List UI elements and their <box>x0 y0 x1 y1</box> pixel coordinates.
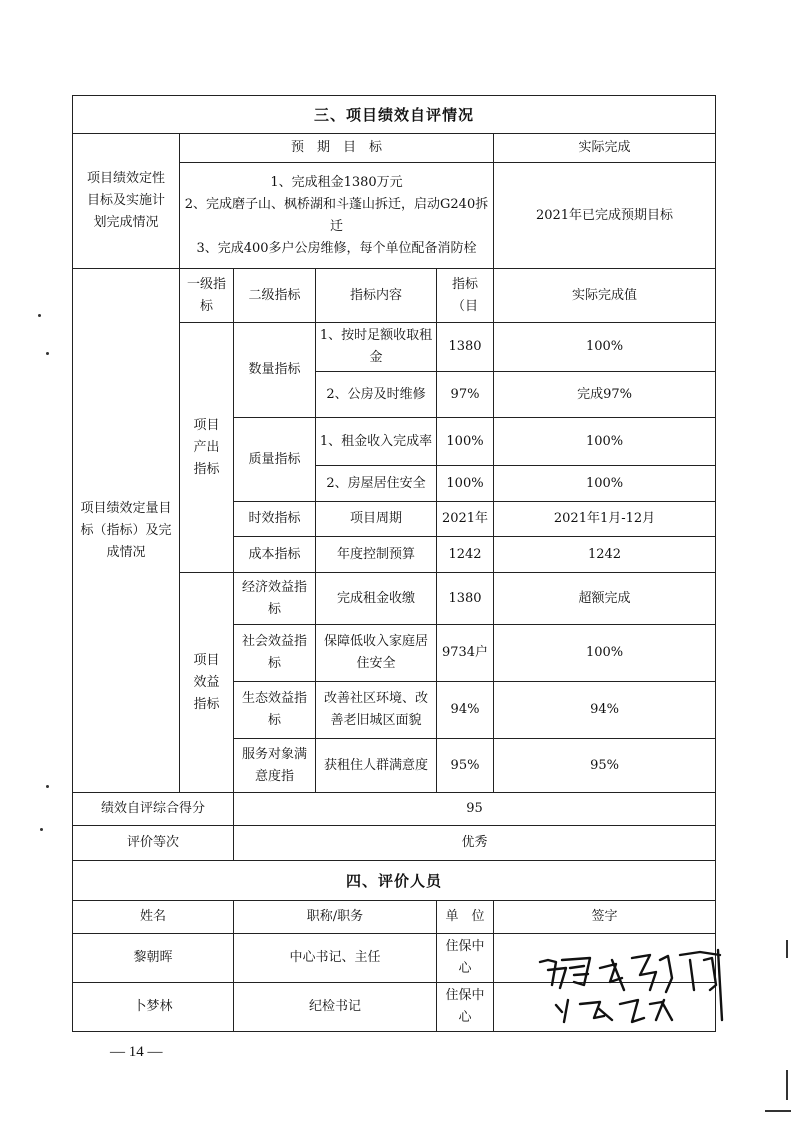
person-unit: 住保中心 <box>437 983 494 1032</box>
scan-dot <box>46 785 49 788</box>
table-row-content: 2、公房及时维修 <box>316 372 437 418</box>
table-row-target: 100% <box>437 466 494 502</box>
header-unit: 单 位 <box>437 901 494 934</box>
expected-goals <box>180 163 494 269</box>
header-target: 指标（目 <box>437 269 494 323</box>
goal-3: 3、完成400多户公房维修，每个单位配备消防栓 <box>196 240 477 256</box>
grade-value: 优秀 <box>234 826 716 861</box>
table-row-target: 9734户 <box>437 625 494 682</box>
person-title: 中心书记、主任 <box>234 934 437 983</box>
table-row-content: 获租住人群满意度 <box>316 739 437 793</box>
page-number: — 14 — <box>110 1044 163 1060</box>
benefit-group-label: 项目效益指标 <box>180 573 234 793</box>
table-row-target: 97% <box>437 372 494 418</box>
header-actual: 实际完成值 <box>494 269 716 323</box>
table-row-target: 1242 <box>437 537 494 573</box>
bottom-right-mark <box>765 1110 791 1112</box>
signature-cell <box>494 983 716 1032</box>
table-row-actual: 100% <box>494 323 716 372</box>
table-row-actual: 100% <box>494 466 716 502</box>
table-row-content: 1、按时足额收取租金 <box>316 323 437 372</box>
table-row-content: 保障低收入家庭居住安全 <box>316 625 437 682</box>
scan-dot <box>46 352 49 355</box>
table-row-level2: 时效指标 <box>234 502 316 537</box>
right-edge-mark <box>786 940 788 958</box>
qualitative-actual: 2021年已完成预期目标 <box>494 163 716 269</box>
scan-dot <box>38 314 41 317</box>
table-row-actual: 94% <box>494 682 716 739</box>
section-title-self-eval: 三、项目绩效自评情况 <box>73 96 716 134</box>
table-row-actual: 1242 <box>494 537 716 573</box>
table-row-target: 2021年 <box>437 502 494 537</box>
performance-table <box>72 95 716 1032</box>
table-row-content: 2、房屋居住安全 <box>316 466 437 502</box>
output-group-label: 项目产出指标 <box>180 323 234 573</box>
table-row-target: 1380 <box>437 573 494 625</box>
header-content: 指标内容 <box>316 269 437 323</box>
table-row-target: 94% <box>437 682 494 739</box>
actual-completion-header: 实际完成 <box>494 134 716 163</box>
table-row-level2: 经济效益指标 <box>234 573 316 625</box>
table-row-content: 1、租金收入完成率 <box>316 418 437 466</box>
table-row-target: 1380 <box>437 323 494 372</box>
table-row-level2: 数量指标 <box>234 323 316 418</box>
scan-dot <box>40 828 43 831</box>
table-row-actual: 95% <box>494 739 716 793</box>
table-row-level2: 服务对象满意度指 <box>234 739 316 793</box>
section-title-evaluators: 四、评价人员 <box>73 861 716 901</box>
table-row-actual: 完成97% <box>494 372 716 418</box>
header-sign: 签字 <box>494 901 716 934</box>
table-row-target: 95% <box>437 739 494 793</box>
person-name: 卜梦林 <box>73 983 234 1032</box>
right-edge-mark <box>786 1070 788 1100</box>
quantitative-label: 项目绩效定量目标（指标）及完成情况 <box>73 269 180 793</box>
table-row-target: 100% <box>437 418 494 466</box>
header-level2: 二级指标 <box>234 269 316 323</box>
expected-goals-header: 预 期 目 标 <box>180 134 494 163</box>
table-row-content: 改善社区环境、改善老旧城区面貌 <box>316 682 437 739</box>
table-row-content: 完成租金收缴 <box>316 573 437 625</box>
table-row-actual: 超额完成 <box>494 573 716 625</box>
person-title: 纪检书记 <box>234 983 437 1032</box>
table-row-level2: 社会效益指标 <box>234 625 316 682</box>
header-level1: 一级指标 <box>180 269 234 323</box>
person-unit: 住保中心 <box>437 934 494 983</box>
table-row-actual: 100% <box>494 625 716 682</box>
table-row-content: 年度控制预算 <box>316 537 437 573</box>
signature-cell <box>494 934 716 983</box>
table-row-level2: 生态效益指标 <box>234 682 316 739</box>
goal-1: 1、完成租金1380万元 <box>270 174 403 190</box>
qualitative-label: 项目绩效定性目标及实施计划完成情况 <box>73 134 180 269</box>
table-row-actual: 100% <box>494 418 716 466</box>
table-row-level2: 质量指标 <box>234 418 316 502</box>
table-row-content: 项目周期 <box>316 502 437 537</box>
grade-label: 评价等次 <box>73 826 234 861</box>
goal-2: 2、完成磨子山、枫桥湖和斗蓬山拆迁，启动G240拆迁 <box>184 196 489 234</box>
person-name: 黎朝晖 <box>73 934 234 983</box>
header-name: 姓名 <box>73 901 234 934</box>
score-label: 绩效自评综合得分 <box>73 793 234 826</box>
header-title: 职称/职务 <box>234 901 437 934</box>
score-value: 95 <box>234 793 716 826</box>
table-row-level2: 成本指标 <box>234 537 316 573</box>
table-row-actual: 2021年1月-12月 <box>494 502 716 537</box>
